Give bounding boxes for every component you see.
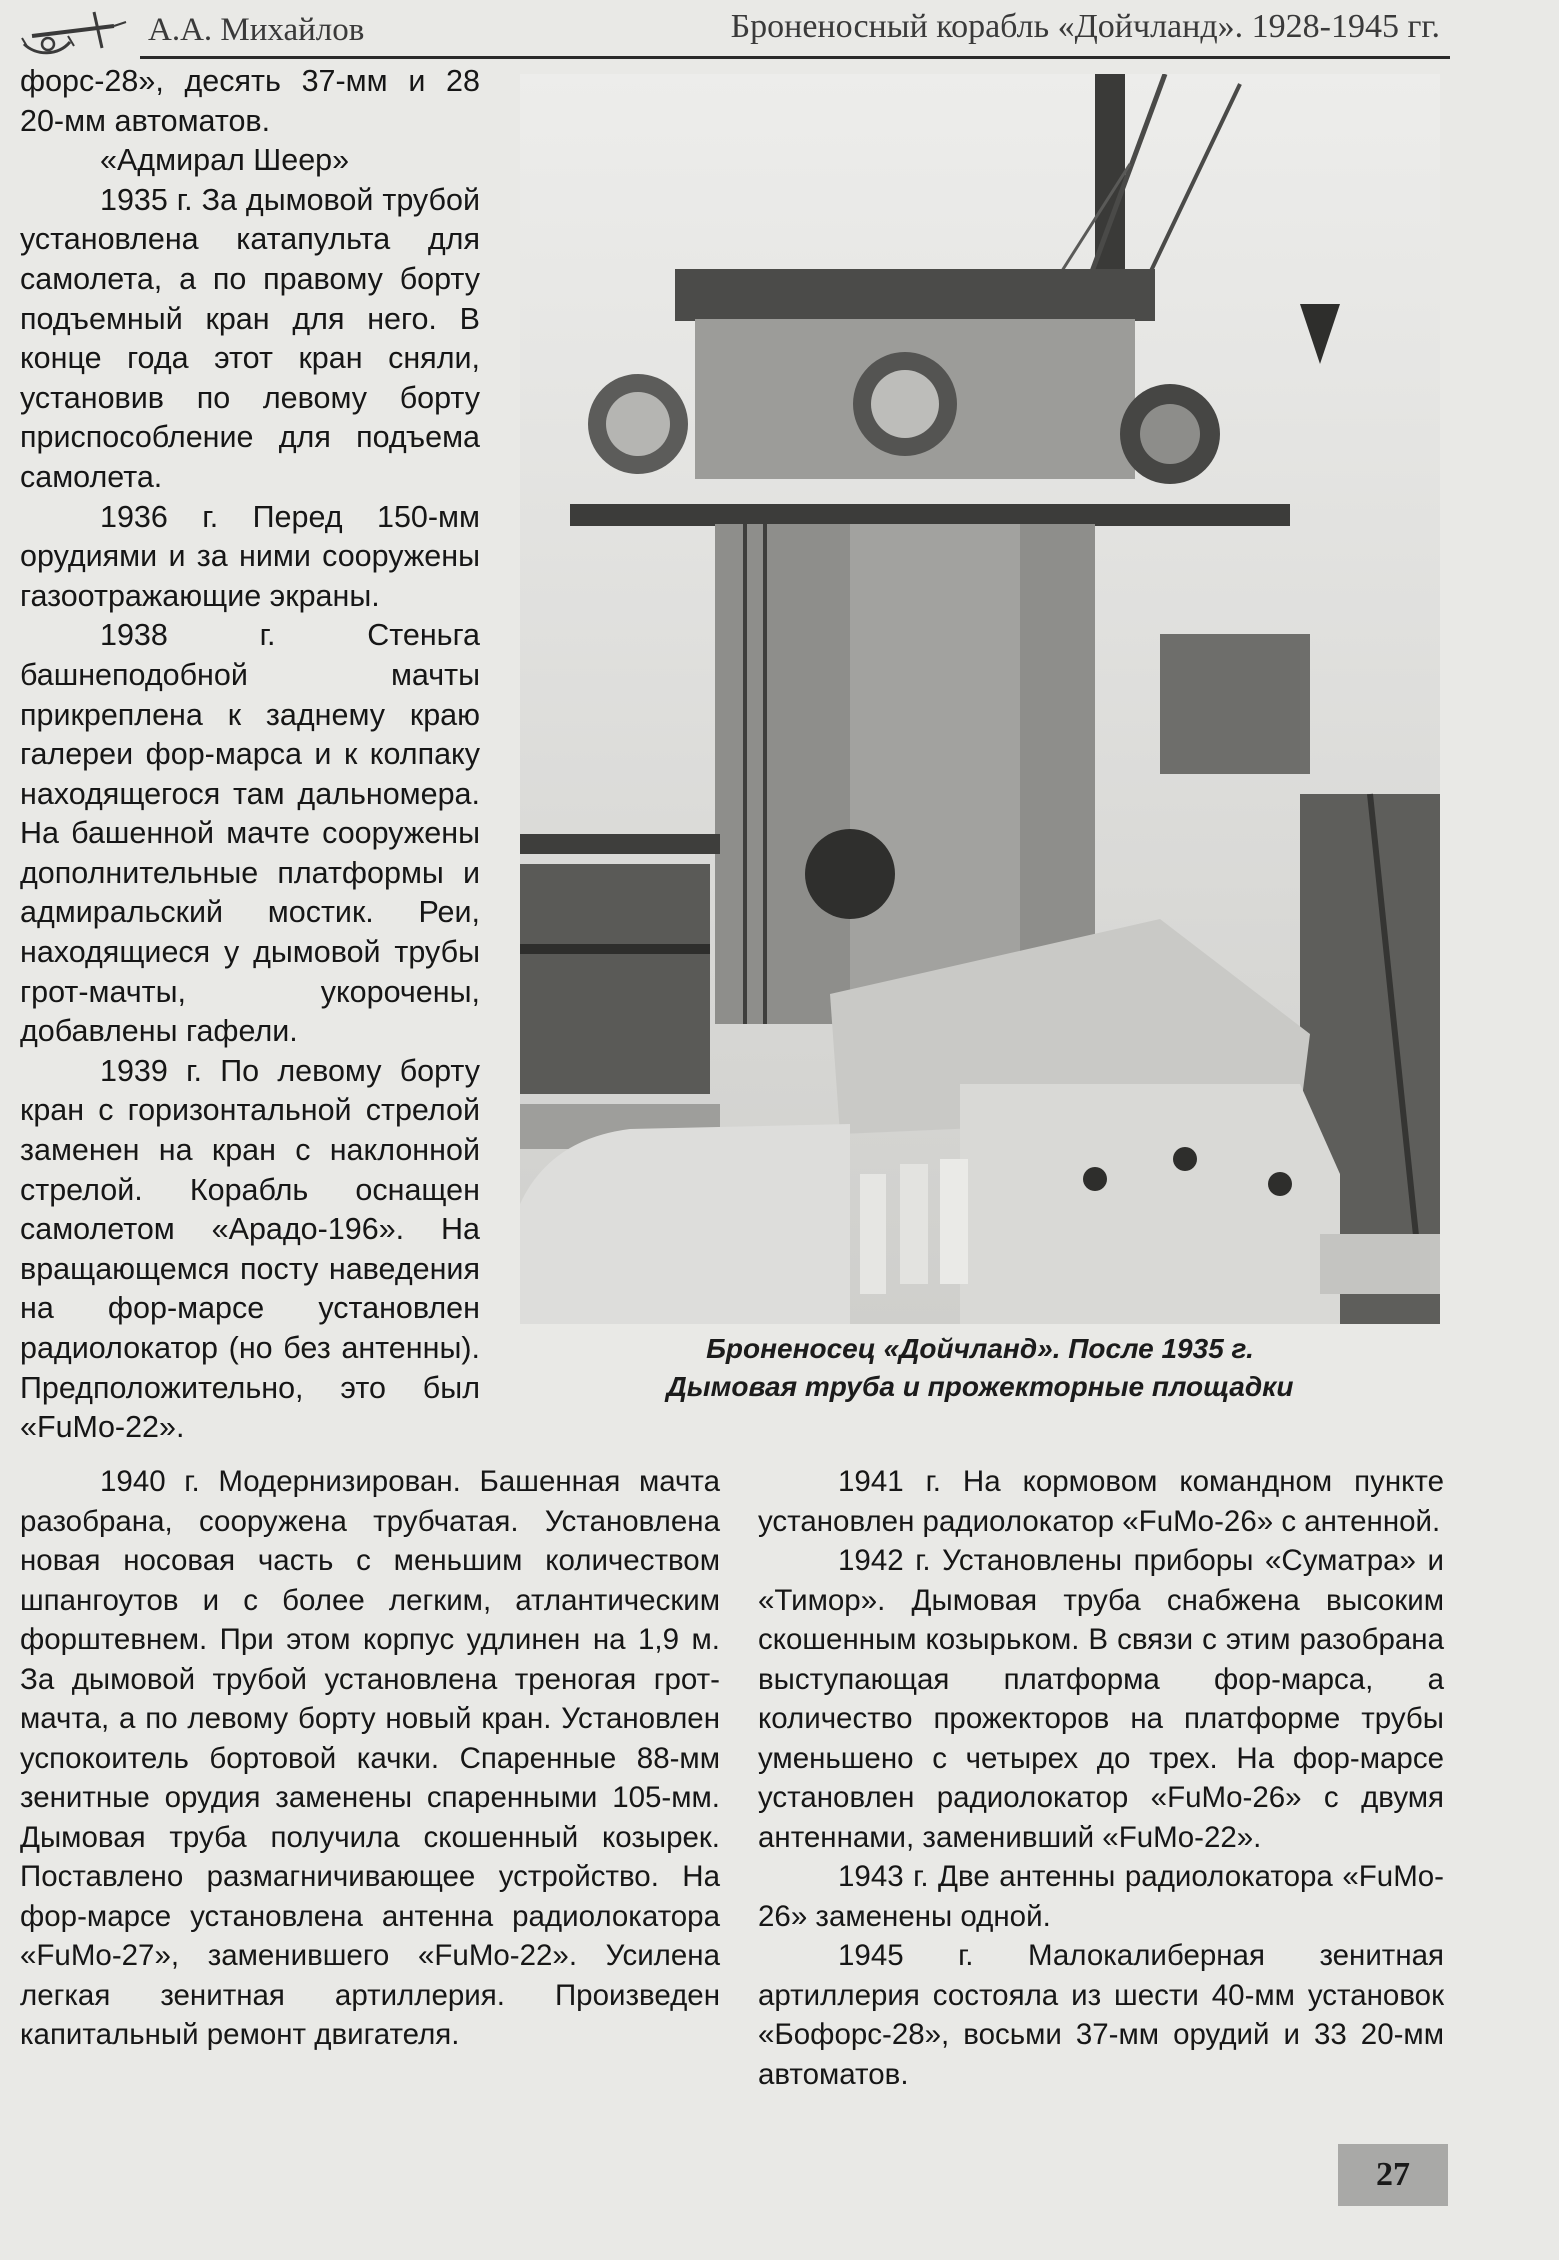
caption-line-2: Дымовая труба и прожекторные площадки (666, 1371, 1294, 1402)
paragraph-1940: 1940 г. Модернизирован. Башенная мачта разобрана, сооружена трубчатая. Установлена новая носовая часть с меньшим количеством шпангоутов и с более легким, атлантическим форштевнем. При этом корпус удлинен на 1,9 м. За дымовой трубой установлена треногая грот-мачта, а по левому борту новый кран. Установлен успокоитель бортовой качки. Спаренные 88-мм зенитные орудия заменены спаренными 105-мм. Дымовая труба получила скошенный козырек. Поставлено размагничивающее устройство. На фор-марсе установлена антенна радиолокатора «FuMo-27», заменившего «FuMo-22». Усилена легкая зенитная артиллерия. Произведен капитальный ремонт двигателя. (20, 1465, 720, 2051)
paragraph-1938: 1938 г. Стеньга башнеподобной мачты прикреплена к заднему краю галереи фор-марса и к колпаку находящегося там дальномера. На башенной мачте сооружены дополнительные платформы и адмиральский мостик. Реи, находящиеся у дымовой трубы грот-мачты, укорочены, добавлены гафели. (20, 618, 480, 1049)
header-author: А.А. Михайлов (148, 12, 365, 48)
paragraph-1942: 1942 г. Установлены приборы «Суматра» и «Тимор». Дымовая труба снабжена высоким скошенным козырьком. В связи с этим разобрана выступающая платформа фор-марса, а количество прожекторов на платформе трубы уменьшено с четырех до трех. На фор-марсе установлен радиолокатор «FuMo-26» с двумя антеннами, заменивший «FuMo-22». (758, 1544, 1444, 1854)
bottom-right-column (758, 1462, 1444, 2094)
paragraph-ship-heading: «Адмирал Шеер» (100, 143, 350, 178)
caption-line-1: Броненосец «Дойчланд». После 1935 г. (706, 1333, 1254, 1364)
paragraph-1939: 1939 г. По левому борту кран с горизонтальной стрелой заменен на кран с наклонной стрелой. Корабль оснащен самолетом «Арадо-196». На вращающемся посту наведения на фор-марсе установлен радиолокатор (но без антенны). Предположительно, это был «FuMo-22». (20, 1053, 480, 1445)
anchor-emblem-icon (18, 8, 130, 60)
ship-photo (520, 74, 1440, 1324)
bottom-left-column (20, 1462, 720, 2055)
paragraph-1936: 1936 г. Перед 150-мм орудиями и за ними сооружены газоотражающие экраны. (20, 499, 480, 613)
page-number: 27 (1376, 2156, 1410, 2193)
paragraph-1945: 1945 г. Малокалиберная зенитная артиллерия состояла из шести 40-мм установок «Бофорс-28», восьми 37-мм орудий и 33 20-мм автоматов. (758, 1939, 1444, 2091)
paragraph-1941: 1941 г. На кормовом командном пункте установлен радиолокатор «FuMo-26» с антенной. (758, 1465, 1444, 1538)
page-number-box (1338, 2144, 1448, 2206)
header-book-title: Броненосный корабль «Дойчланд». 1928-1945 гг. (730, 8, 1440, 45)
header-rule (140, 56, 1450, 59)
left-text-column (20, 62, 480, 1448)
paragraph-continuation: форс-28», десять 37-мм и 28 20-мм автоматов. (20, 64, 480, 138)
running-header (10, 8, 1440, 58)
photo-caption (520, 1330, 1440, 1406)
paragraph-1943: 1943 г. Две антенны радиолокатора «FuMo-26» заменены одной. (758, 1860, 1444, 1933)
paragraph-1935: 1935 г. За дымовой трубой установлена катапульта для самолета, а по правому борту подъемный кран для него. В конце года этот кран сняли, установив по левому борту приспособление для подъема самолета. (20, 182, 480, 494)
